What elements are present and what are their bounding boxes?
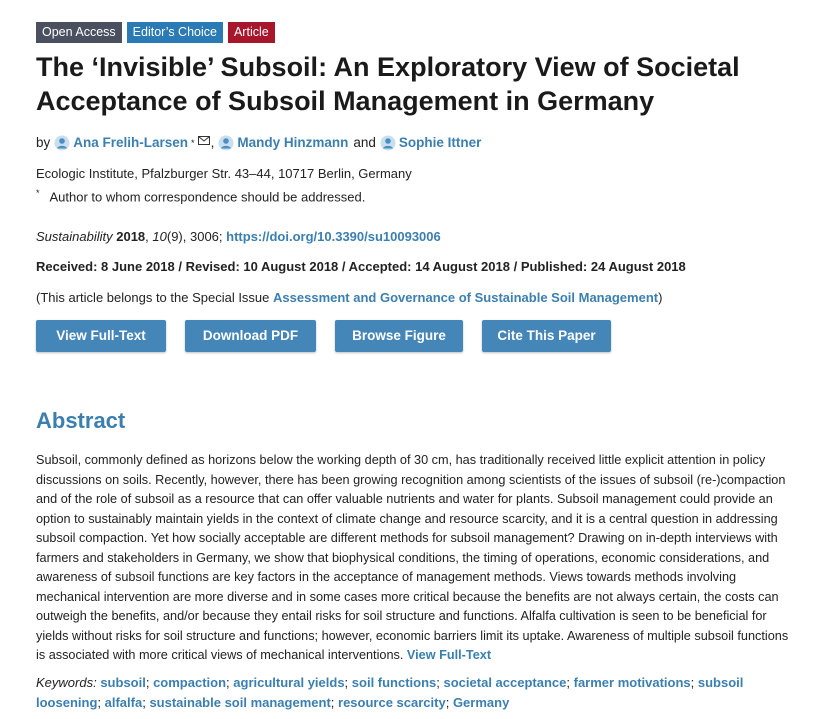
citation-year: 2018 bbox=[116, 229, 146, 244]
author-list bbox=[36, 133, 481, 153]
correspondence-mark: * bbox=[36, 188, 40, 198]
cite-this-paper-button[interactable]: Cite This Paper bbox=[482, 320, 611, 352]
author-profile-icon[interactable] bbox=[54, 135, 70, 151]
abstract-view-full-text-link[interactable]: View Full-Text bbox=[406, 648, 492, 662]
special-issue-link[interactable]: Assessment and Governance of Sustainable Soil Management bbox=[273, 290, 659, 305]
article-badges bbox=[36, 22, 275, 43]
keyword-link[interactable]: subsoil bbox=[100, 675, 146, 690]
by-label: by bbox=[36, 135, 51, 150]
correspondence-text: Author to whom correspondence should be addressed. bbox=[49, 189, 366, 205]
keyword-link[interactable]: alfalfa bbox=[104, 695, 143, 710]
editors-choice-badge: Editor’s Choice bbox=[127, 22, 223, 43]
citation-volume: 10 bbox=[152, 229, 167, 244]
keyword-link[interactable]: agricultural yields bbox=[233, 675, 345, 690]
author-separator: , bbox=[210, 135, 215, 150]
doi-link[interactable]: https://doi.org/10.3390/su10093006 bbox=[226, 229, 441, 244]
abstract-text bbox=[36, 451, 794, 666]
browse-figure-button[interactable]: Browse Figure bbox=[335, 320, 463, 352]
abstract-body: Subsoil, commonly defined as horizons below the working depth of 30 cm, has traditionally received little explicit attention in policy discussions on soils. Recently, however, there has been growing recognition among scientists of the issues of subsoil (re-)compaction and of the role of subsoil as a resource that can offer valuable nutrients and water for plants. Subsoil management could provide an option to sustainably maintain yields in the context of climate change and resource scarcity, and it is a central question in addressing subsoil compaction. Yet how socially acceptable are different methods for subsoil management? Drawing on in-depth interviews with farmers and stakeholders in Germany, we show that biophysical conditions, the timing of operations, economic considerations, and awareness of subsoil functions are key factors in the acceptance of management methods. Views towards methods involving mechanical intervention are more diverse and in some cases more critical because the benefits are not always certain, the costs can outweigh the benefits, and/or because they entail risks for soil structure and functions. Alfalfa cultivation is seen to be beneficial for yields without risks for soil structure and functions; however, economic barriers limit its uptake. Awareness of multiple subsoil functions is associated with more critical views of mechanical interventions. bbox=[36, 453, 789, 662]
keyword-link[interactable]: sustainable soil management bbox=[149, 695, 331, 710]
publication-dates: Received: 8 June 2018 / Revised: 10 August 2018 / Accepted: 14 August 2018 / Published: 24 August 2018 bbox=[36, 259, 686, 274]
keyword-link[interactable]: resource scarcity bbox=[338, 695, 446, 710]
author-profile-icon[interactable] bbox=[218, 135, 234, 151]
keyword-link[interactable]: soil functions bbox=[351, 675, 437, 690]
citation-separator: , bbox=[145, 229, 149, 244]
affiliation: Ecologic Institute, Pfalzburger Str. 43–44, 10717 Berlin, Germany bbox=[36, 166, 412, 181]
article-actions bbox=[36, 320, 630, 352]
special-issue-suffix: ) bbox=[658, 290, 663, 305]
view-full-text-button[interactable]: View Full-Text bbox=[36, 320, 166, 352]
open-access-badge: Open Access bbox=[36, 22, 122, 43]
citation-line bbox=[36, 229, 441, 244]
corresponding-author-mark: * bbox=[191, 138, 195, 148]
author-link-hinzmann[interactable]: Mandy Hinzmann bbox=[237, 135, 349, 150]
article-type-badge: Article bbox=[228, 22, 275, 43]
correspondence-note bbox=[36, 188, 365, 204]
citation-issue-pages: (9), 3006; bbox=[166, 229, 223, 244]
keyword-link[interactable]: compaction bbox=[153, 675, 227, 690]
keyword-link[interactable]: farmer motivations bbox=[573, 675, 691, 690]
abstract-heading: Abstract bbox=[36, 408, 126, 433]
author-link-frelih-larsen[interactable]: Ana Frelih-Larsen bbox=[73, 135, 189, 150]
special-issue-note bbox=[36, 290, 662, 305]
keyword-link[interactable]: societal acceptance bbox=[443, 675, 567, 690]
email-icon[interactable] bbox=[198, 136, 210, 145]
download-pdf-button[interactable]: Download PDF bbox=[185, 320, 316, 352]
special-issue-prefix: (This article belongs to the Special Issue bbox=[36, 290, 270, 305]
author-profile-icon[interactable] bbox=[380, 135, 396, 151]
keywords-label: Keywords: bbox=[36, 675, 97, 690]
keyword-link[interactable]: Germany bbox=[452, 695, 510, 710]
author-link-ittner[interactable]: Sophie Ittner bbox=[398, 135, 482, 150]
journal-name: Sustainability bbox=[36, 229, 113, 244]
keyword-link[interactable]: subsoil loosening bbox=[36, 675, 744, 710]
keywords: Keywords: subsoil; compaction; agricultural yields; soil functions; societal acceptance; farmer motivations; subsoil loosening; alfalfa; sustainable soil management; resource scarcity; Germany bbox=[36, 675, 744, 710]
article-title: The ‘Invisible’ Subsoil: An Exploratory View of Societal Acceptance of Subsoil Management in Germany bbox=[36, 52, 740, 116]
and-label: and bbox=[353, 135, 376, 150]
